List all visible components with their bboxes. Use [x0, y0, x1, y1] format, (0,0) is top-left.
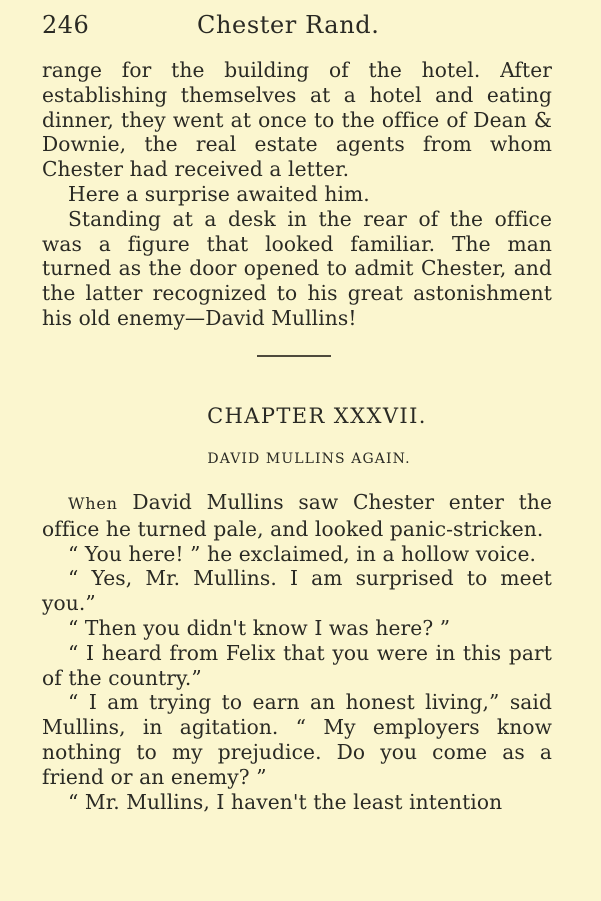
small-caps-lead: When: [68, 494, 118, 513]
book-page: [42, 10, 552, 890]
paragraph-continued: range for the building of the hotel. After establishing themselves at a hotel and eating dinner, they went at once to the office of Dean & Downie, the real estate agents from whom Chester had received a letter.: [42, 58, 552, 182]
paragraph: Here a surprise awaited him.: [68, 181, 370, 206]
paragraph: Standing at a desk in the rear of the office was a figure that looked familiar. The man turned as the door opened to admit Chester, and the latter recognized to his great astonishment his old enemy—David Mullins!: [42, 206, 552, 330]
paragraph: “ I heard from Felix that you were in this part of the country.”: [42, 640, 552, 690]
paragraph-text: David Mullins saw Chester enter the office he turned pale, and looked panic-stricken.: [42, 490, 552, 541]
section-divider: [257, 355, 331, 357]
paragraph: “ You here! ” he exclaimed, in a hollow voice.: [68, 541, 537, 566]
chapter-subtitle: DAVID MULLINS AGAIN.: [207, 451, 411, 467]
chapter-body-text: [42, 490, 552, 814]
chapter-ending-text: [42, 58, 552, 331]
paragraph: “ Then you didn't know I was here? ”: [68, 615, 451, 640]
chapter-title: CHAPTER XXXVII.: [207, 404, 427, 428]
paragraph: “ I am trying to earn an honest living,” said Mullins, in agitation. “ My employers know nothing to my prejudice. Do you come as a friend or an enemy? ”: [42, 690, 552, 789]
paragraph: “ Yes, Mr. Mullins. I am surprised to meet you.”: [42, 566, 552, 616]
page-header: [42, 10, 552, 44]
paragraph: [42, 490, 552, 542]
page-number: 246: [42, 11, 90, 39]
running-title: Chester Rand.: [197, 11, 380, 39]
paragraph: “ Mr. Mullins, I haven't the least intention: [68, 789, 503, 814]
